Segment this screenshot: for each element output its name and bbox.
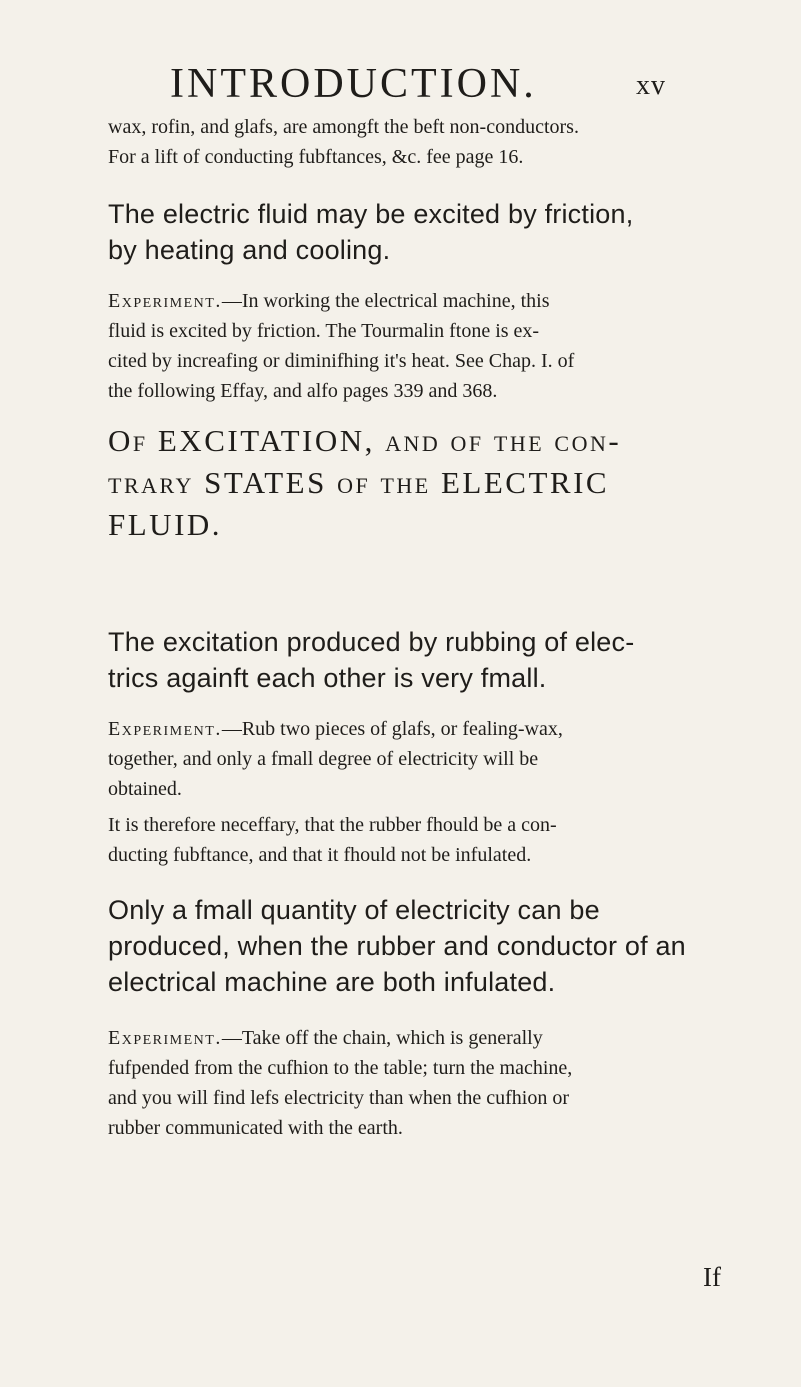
text-line: together, and only a fmall degree of electricity will be (108, 748, 539, 770)
text-line: Only a fmall quantity of electricity can be (108, 895, 600, 925)
experiment-label: Experiment. (108, 1027, 222, 1049)
text-line: Experiment.—Rub two pieces of glafs, or fealing-wax, (108, 718, 563, 740)
paragraph-rubber (108, 810, 708, 870)
heading-line: FLUID. (108, 507, 223, 542)
text-line: cited by increafing or diminifhing it's heat. See Chap. I. of (108, 350, 575, 372)
running-head (170, 60, 690, 108)
heading-line: trary STATES of the ELECTRIC (108, 465, 610, 500)
text-line: electrical machine are both infulated. (108, 967, 556, 997)
paragraph-experiment-chain (108, 1023, 708, 1143)
heading-line: Of EXCITATION, and of the con- (108, 423, 622, 458)
paragraph-experiment-rub (108, 714, 708, 804)
paragraph-small-quantity (108, 892, 708, 1000)
paragraph-excitation (108, 624, 708, 696)
text-line: by heating and cooling. (108, 235, 391, 265)
text-line: fluid is excited by friction. The Tourmalin ftone is ex- (108, 320, 540, 342)
paragraph-excited-by-friction (108, 196, 708, 268)
text-line: produced, when the rubber and conductor of an (108, 931, 686, 961)
text-line: fufpended from the cufhion to the table; turn the machine, (108, 1057, 573, 1079)
paragraph-nonconductors (108, 112, 708, 172)
running-head-title: INTRODUCTION. (170, 61, 537, 107)
text-line: It is therefore neceffary, that the rubber fhould be a con- (108, 814, 557, 836)
text-line: trics againft each other is very fmall. (108, 663, 547, 693)
text-line: obtained. (108, 778, 182, 800)
text-line: Experiment.—In working the electrical machine, this (108, 290, 550, 312)
text-line: For a lift of conducting fubftances, &c. fee page 16. (108, 146, 524, 168)
page-number: xv (636, 70, 666, 101)
catchword: If (703, 1262, 721, 1292)
text-line: The excitation produced by rubbing of elec- (108, 627, 635, 657)
text-line: Experiment.—Take off the chain, which is generally (108, 1027, 543, 1049)
experiment-label: Experiment. (108, 290, 222, 312)
text-line: and you will find lefs electricity than when the cufhion or (108, 1087, 569, 1109)
text-line: the following Effay, and alfo pages 339 and 368. (108, 380, 498, 402)
text-line: rubber communicated with the earth. (108, 1117, 403, 1139)
paragraph-experiment-friction (108, 286, 708, 406)
text-line: The electric fluid may be excited by friction, (108, 199, 634, 229)
experiment-label: Experiment. (108, 718, 222, 740)
section-heading (108, 420, 718, 546)
text-line: ducting fubftance, and that it fhould not be infulated. (108, 844, 532, 866)
text-line: wax, rofin, and glafs, are amongft the beft non-conductors. (108, 116, 579, 138)
